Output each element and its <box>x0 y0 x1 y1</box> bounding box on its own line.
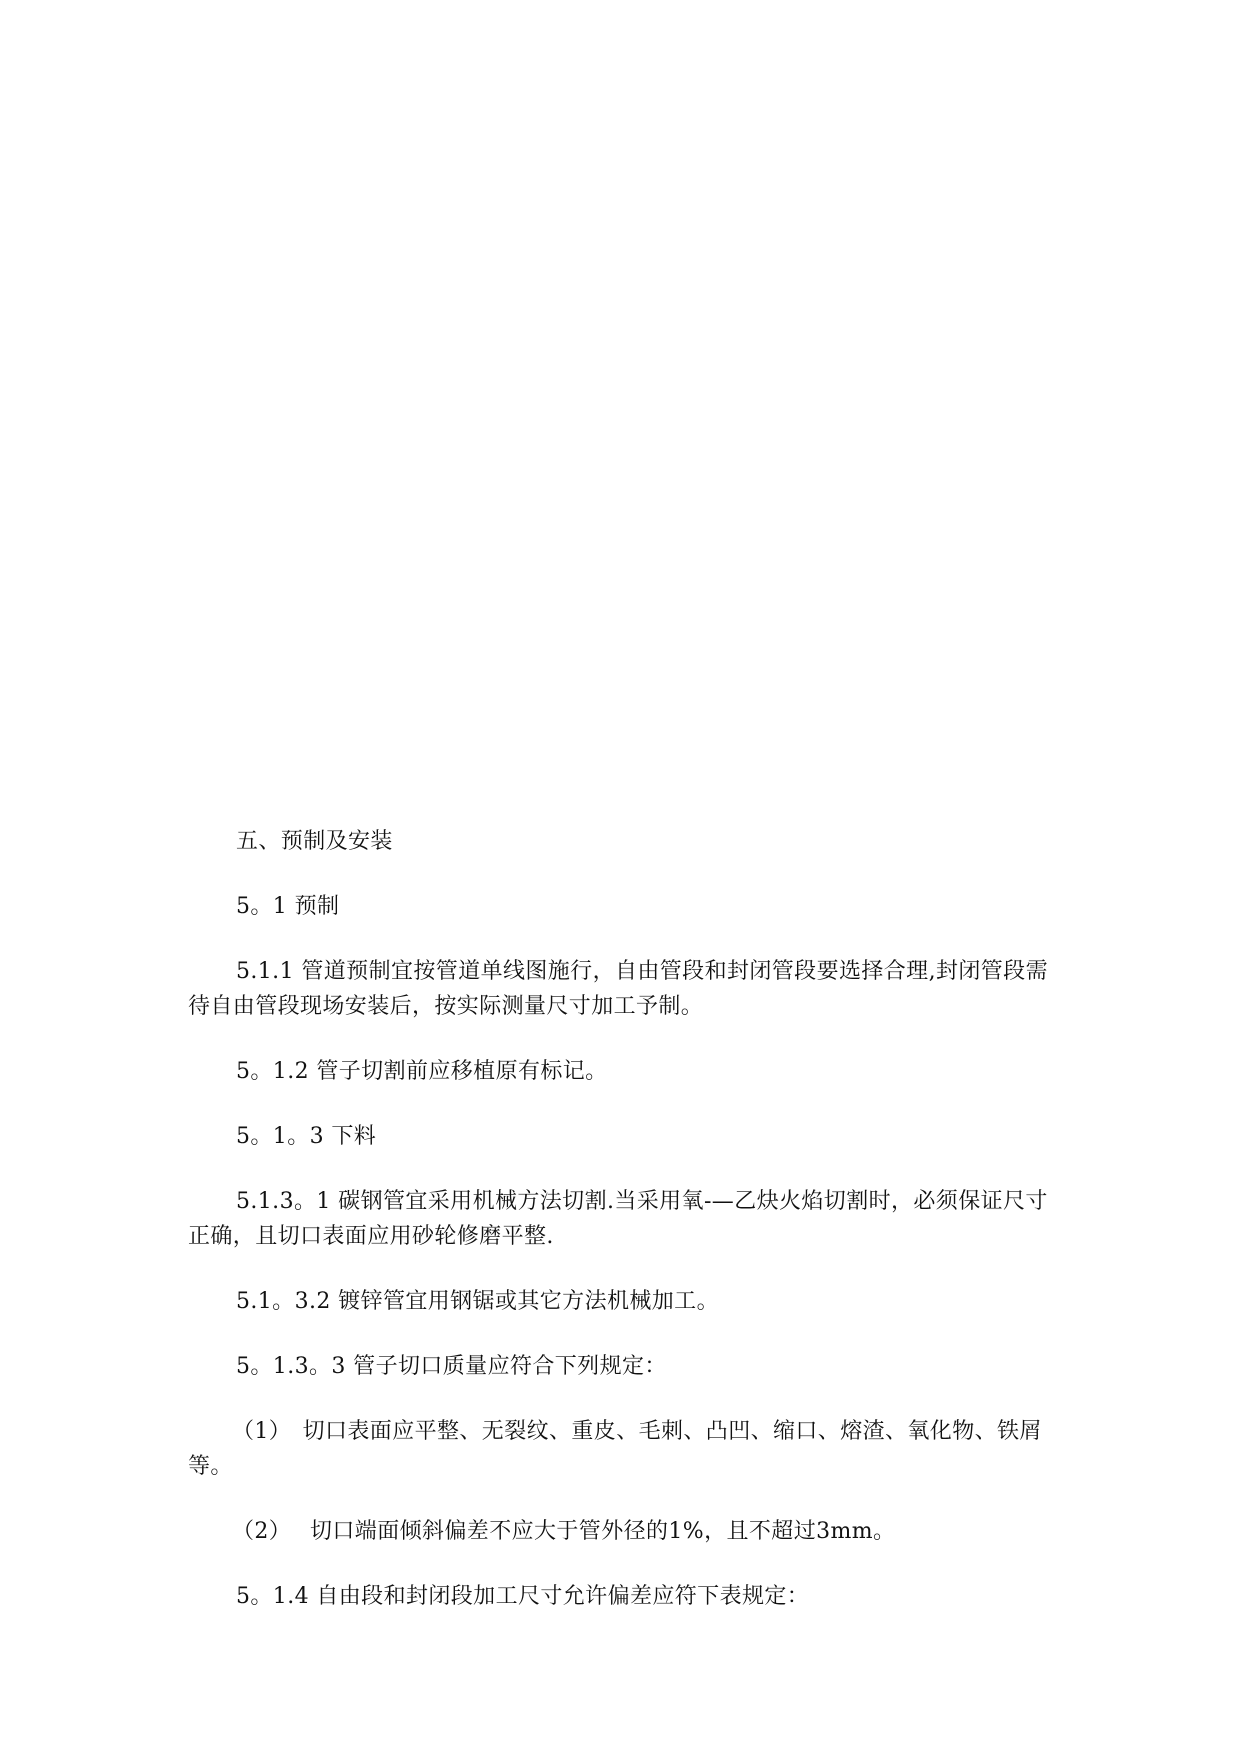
paragraph-5-1-3-2: 5.1。3.2 镀锌管宜用钢锯或其它方法机械加工。 <box>236 1289 719 1314</box>
paragraph-5-1-1: 5.1.1 管道预制宜按管道单线图施行，自由管段和封闭管段要选择合理,封闭管段需待自由管段现场安装后，按实际测量尺寸加工予制。 <box>188 959 1048 1019</box>
paragraph-5-1-2: 5。1.2 管子切割前应移植原有标记。 <box>236 1059 608 1084</box>
list-item-1: （1） 切口表面应平整、无裂纹、重皮、毛刺、凸凹、缩口、熔渣、氧化物、铁屑等。 <box>188 1419 1042 1479</box>
list-item-2: （2） 切口端面倾斜偏差不应大于管外径的1%，且不超过3mm。 <box>232 1519 896 1544</box>
paragraph-5-1-3-1: 5.1.3。1 碳钢管宜采用机械方法切割.当采用氧-—乙炔火焰切割时，必须保证尺寸正确，且切口表面应用砂轮修磨平整. <box>188 1189 1048 1249</box>
paragraph-5-1-3-3: 5。1.3。3 管子切口质量应符合下列规定： <box>236 1354 667 1379</box>
paragraph-5-1-4: 5。1.4 自由段和封闭段加工尺寸允许偏差应符下表规定： <box>236 1584 810 1609</box>
paragraph-5-1-3: 5。1。3 下料 <box>236 1124 377 1149</box>
subsection-heading: 5。1 预制 <box>236 894 340 919</box>
section-heading: 五、预制及安装 <box>236 829 393 854</box>
